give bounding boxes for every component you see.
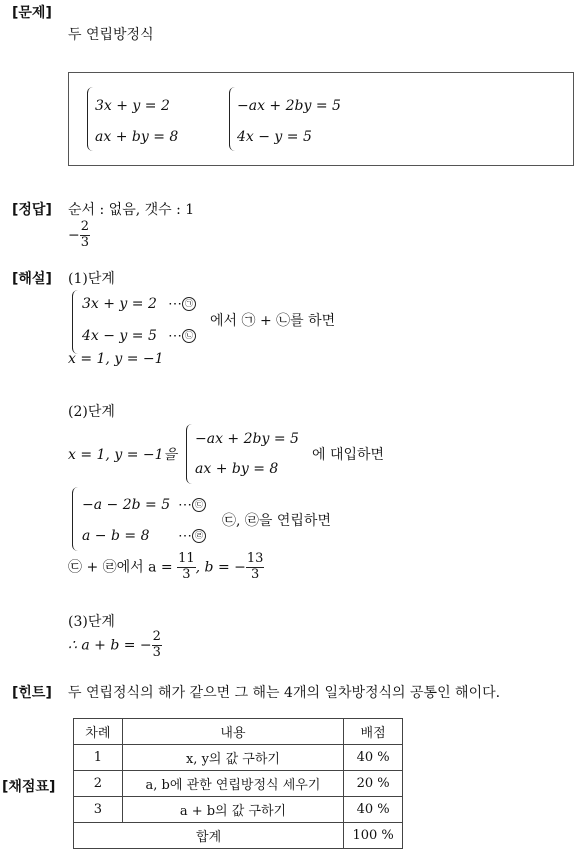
step2-lead: x = 1, y = −1을: [68, 447, 178, 463]
hint-text: 두 연립정식의 해가 같으면 그 해는 4개의 일차방정식의 공통인 해이다.: [68, 685, 501, 701]
problem-box: [68, 72, 574, 166]
step2-mark4: ㉣: [192, 529, 206, 543]
row2-content: a, b에 관한 연립방정식 세우기: [122, 771, 343, 797]
table-row: [74, 797, 403, 823]
b-num: 13: [246, 551, 264, 566]
step1-mark1: ㉠: [182, 297, 196, 311]
step2-eq4: a − b = 8: [82, 528, 150, 544]
problem-label: [문제]: [12, 5, 52, 21]
total-value: 100 %: [344, 823, 403, 849]
step2-eq1: −ax + 2by = 5: [195, 431, 299, 447]
answer-value: [68, 220, 90, 251]
hint-label: [힌트]: [12, 685, 52, 701]
row2-score: 20 %: [344, 771, 403, 797]
step1-eq1: 3x + y = 2: [82, 296, 157, 312]
step2-brace2: [72, 487, 81, 551]
answer-label: [정답]: [12, 202, 52, 218]
row3-content: a + b의 값 구하기: [122, 797, 343, 823]
b-den: 3: [251, 566, 260, 582]
step2-eq2: ax + by = 8: [195, 461, 279, 477]
sys1-eq1: 3x + y = 2: [95, 98, 170, 114]
step2-eq3-tag: ⋯ ㉢: [178, 497, 206, 513]
step2-action2: ㉢, ㉣을 연립하면: [222, 513, 331, 529]
answer-den: 3: [80, 234, 90, 250]
step3-result: [68, 630, 162, 661]
row3-order: 3: [74, 797, 123, 823]
step3-num: 2: [152, 629, 161, 644]
a-num: 11: [178, 551, 195, 566]
sys2-eq2: 4x − y = 5: [237, 129, 312, 145]
row1-score: 40 %: [344, 745, 403, 771]
table-row: [74, 745, 403, 771]
step1-eq1-tag: ⋯ ㉠: [168, 296, 196, 312]
step3-lead: ∴ a + b = −: [68, 637, 152, 654]
step2-b-lead: , b = −: [195, 559, 246, 576]
step3-den: 3: [152, 644, 161, 660]
step2-mark3: ㉢: [192, 498, 206, 512]
sys1-eq2: ax + by = 8: [95, 129, 179, 145]
scoring-label: [채점표]: [2, 779, 56, 795]
step2-eq4-tag: ⋯ ㉣: [178, 528, 206, 544]
step2-brace: [186, 424, 195, 484]
step1-result: x = 1, y = −1: [68, 351, 164, 367]
step3-title: (3)단계: [68, 614, 115, 630]
table-header-row: [74, 719, 403, 745]
step1-eq2-tag: ⋯ ㉡: [168, 328, 196, 344]
step2-result: [68, 552, 264, 583]
table-row: [74, 771, 403, 797]
step1-mark2: ㉡: [182, 329, 196, 343]
header-score: 배점: [344, 719, 403, 745]
step2-title: (2)단계: [68, 404, 115, 420]
row1-content: x, y의 값 구하기: [122, 745, 343, 771]
step1-eq2: 4x − y = 5: [82, 328, 157, 344]
step2-action: 에 대입하면: [312, 447, 385, 463]
step1-action: 에서 ㉠ + ㉡를 하면: [210, 313, 336, 329]
answer-num: 2: [80, 219, 90, 234]
table-total-row: [74, 823, 403, 849]
row1-order: 1: [74, 745, 123, 771]
step1-brace: [72, 290, 81, 354]
header-order: 차례: [74, 719, 123, 745]
solution-label: [해설]: [12, 271, 52, 287]
scoring-table: [73, 718, 403, 849]
total-label: 합계: [74, 823, 344, 849]
problem-text: 두 연립방정식: [68, 27, 154, 43]
step2-res-lead: ㉢ + ㉣에서 a =: [68, 559, 173, 576]
row2-order: 2: [74, 771, 123, 797]
answer-sign: −: [68, 227, 80, 244]
sys2-eq1: −ax + 2by = 5: [237, 98, 341, 114]
step1-title: (1)단계: [68, 271, 115, 287]
row3-score: 40 %: [344, 797, 403, 823]
step2-eq3: −a − 2b = 5: [82, 497, 171, 513]
answer-line: 순서 : 없음, 갯수 : 1: [68, 202, 195, 218]
header-content: 내용: [122, 719, 343, 745]
a-den: 3: [182, 566, 191, 582]
